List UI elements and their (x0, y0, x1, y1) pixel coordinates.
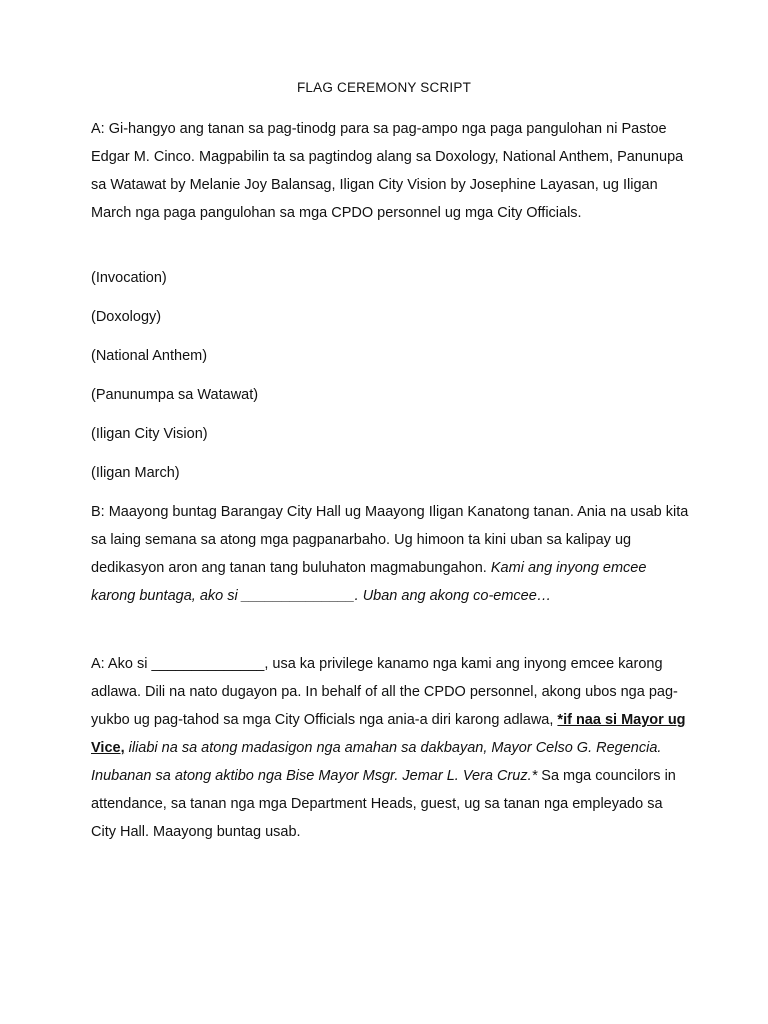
paragraph-a2-closing-text: Sa mga councilors in attendance, sa tanan nga mga Department Heads, guest, ug sa tanan nga empleyado sa City Hall. Maayong buntag usab. (91, 768, 676, 840)
cue-national-anthem: (National Anthem) (91, 348, 208, 364)
paragraph-a2-text: A: Ako si ______________, usa ka privilege kanamo nga kami ang inyong emcee karong adlawa. Dili na nato dugayon pa. In behalf of all the CPDO personnel, akong ubos nga pag-yukbo ug pag-tahod sa mga City Officials nga ania-a diri karong adlawa, (91, 656, 678, 728)
document-title: FLAG CEREMONY SCRIPT (296, 80, 472, 95)
cue-doxology: (Doxology) (91, 309, 162, 325)
paragraph-b-greeting (91, 498, 689, 610)
cue-invocation: (Invocation) (91, 270, 167, 286)
cue-iligan-march: (Iligan March) (91, 465, 180, 481)
cue-panunumpa: (Panunumpa sa Watawat) (91, 387, 259, 403)
paragraph-a2-italic-text: iliabi na sa atong madasigon nga amahan sa dakbayan, Mayor Celso G. Regencia. Inubanan sa atong aktibo nga Bise Mayor Msgr. Jemar L. Vera Cruz.* (91, 740, 662, 784)
paragraph-a-acknowledgement (91, 650, 689, 846)
paragraph-b-text: B: Maayong buntag Barangay City Hall ug Maayong Iligan Kanatong tanan. Ania na usab kita sa laing semana sa atong mga pagpanarbaho. Ug himoon ta kini uban sa kalipay ug dedikasyon aron ang tanan tang buluhaton magmabungahon. (91, 504, 689, 576)
cue-iligan-city-vision: (Iligan City Vision) (91, 426, 208, 442)
paragraph-a-intro: A: Gi-hangyo ang tanan sa pag-tinodg para sa pag-ampo nga paga pangulohan ni Pastoe Edgar M. Cinco. Magpabilin ta sa pagtindog alang sa Doxology, National Anthem, Panunupa sa Watawat by Melanie Joy Balansag, Iligan City Vision by Josephine Layasan, ug Iligan March nga paga pangulohan sa mga CPDO personnel ug mga City Officials. (91, 121, 684, 221)
mayor-vice-note: *if naa si Mayor ug Vice, (91, 712, 686, 756)
paragraph-b-italic-text: Kami ang inyong emcee karong buntaga, ako si ______________. Uban ang akong co-emcee… (91, 560, 647, 604)
